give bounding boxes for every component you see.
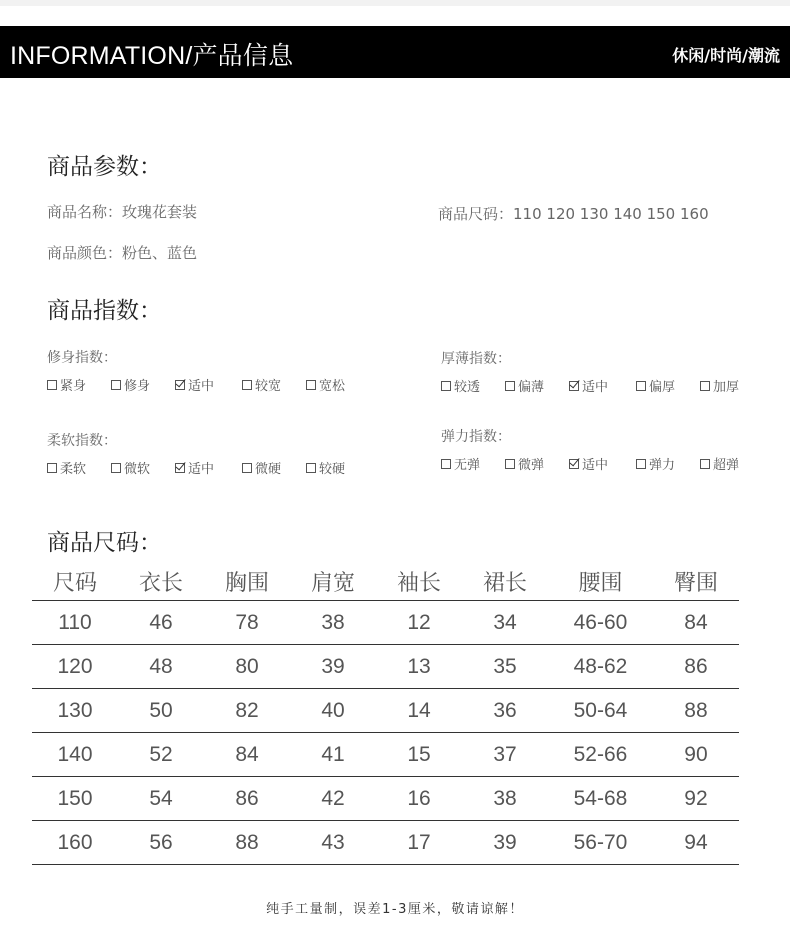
index-option-label: 无弹: [454, 458, 481, 473]
table-cell: 15: [376, 733, 462, 777]
checked-box-icon: [569, 381, 579, 391]
index-option: [700, 454, 739, 473]
checkbox-icon: [47, 463, 57, 473]
index-option-label: 适中: [188, 462, 215, 477]
index-option-label: 加厚: [713, 380, 740, 395]
index-option-label: 修身: [124, 379, 151, 394]
checkbox-icon: [505, 459, 515, 469]
info-tagline: 休闲/时尚/潮流: [672, 46, 780, 65]
table-cell: 56: [118, 821, 204, 865]
index-option: [306, 458, 345, 477]
checkbox-icon: [441, 381, 451, 391]
table-cell: 38: [290, 601, 376, 645]
table-cell: 84: [653, 601, 739, 645]
table-cell: 88: [204, 821, 290, 865]
table-cell: 13: [376, 645, 462, 689]
size-table-header-row: [32, 562, 739, 601]
checkbox-icon: [700, 459, 710, 469]
fit-index-label: 修身指数：: [47, 350, 117, 366]
table-row: [32, 689, 739, 733]
index-option: [306, 375, 345, 394]
info-header-bar: [0, 26, 790, 78]
table-cell: 54-68: [548, 777, 653, 821]
table-cell: 110: [32, 601, 118, 645]
index-option: [505, 454, 544, 473]
elasticity-index-label: 弹力指数：: [441, 429, 511, 445]
checkbox-icon: [636, 381, 646, 391]
checked-box-icon: [175, 380, 185, 390]
index-option: [111, 375, 150, 394]
index-option: [47, 375, 86, 394]
index-option: [242, 375, 281, 394]
index-option: [441, 376, 480, 395]
index-option-label: 适中: [582, 458, 609, 473]
table-cell: 36: [462, 689, 548, 733]
index-option-label: 宽松: [319, 379, 346, 394]
table-cell: 90: [653, 733, 739, 777]
checkbox-icon: [47, 380, 57, 390]
index-option-label: 偏厚: [649, 380, 676, 395]
params-heading: 商品参数：: [47, 154, 162, 180]
product-sizes: 商品尺码：110 120 130 140 150 160: [438, 205, 709, 223]
table-cell: 12: [376, 601, 462, 645]
product-name: 商品名称：玫瑰花套装: [47, 203, 198, 221]
checkbox-icon: [505, 381, 515, 391]
index-option-label: 弹力: [649, 458, 676, 473]
table-cell: 160: [32, 821, 118, 865]
table-cell: 50: [118, 689, 204, 733]
checkbox-icon: [242, 380, 252, 390]
table-cell: 88: [653, 689, 739, 733]
table-cell: 82: [204, 689, 290, 733]
index-option: [441, 454, 480, 473]
index-option-label: 紧身: [60, 379, 87, 394]
index-option: [636, 454, 675, 473]
checkbox-icon: [700, 381, 710, 391]
table-row: [32, 733, 739, 777]
table-cell: 38: [462, 777, 548, 821]
size-table-header-cell: 衣长: [118, 562, 204, 601]
table-cell: 40: [290, 689, 376, 733]
size-table-header-cell: 尺码: [32, 562, 118, 601]
table-row: [32, 601, 739, 645]
checkbox-icon: [306, 463, 316, 473]
table-row: [32, 777, 739, 821]
softness-index-label: 柔软指数：: [47, 433, 117, 449]
index-option-label: 较宽: [255, 379, 282, 394]
table-cell: 52-66: [548, 733, 653, 777]
table-cell: 46: [118, 601, 204, 645]
top-divider: [0, 0, 790, 6]
table-cell: 94: [653, 821, 739, 865]
table-cell: 41: [290, 733, 376, 777]
table-cell: 14: [376, 689, 462, 733]
index-option-label: 偏薄: [518, 380, 545, 395]
table-cell: 50-64: [548, 689, 653, 733]
table-cell: 54: [118, 777, 204, 821]
size-table-header-cell: 胸围: [204, 562, 290, 601]
index-option-label: 超弹: [713, 458, 740, 473]
checkbox-icon: [441, 459, 451, 469]
checkbox-icon: [306, 380, 316, 390]
table-cell: 130: [32, 689, 118, 733]
table-cell: 17: [376, 821, 462, 865]
table-cell: 84: [204, 733, 290, 777]
size-table: [32, 562, 739, 865]
table-cell: 35: [462, 645, 548, 689]
size-table-header-cell: 腰围: [548, 562, 653, 601]
table-cell: 48: [118, 645, 204, 689]
checkbox-icon: [111, 463, 121, 473]
index-option: [175, 458, 214, 477]
table-row: [32, 821, 739, 865]
table-cell: 80: [204, 645, 290, 689]
table-cell: 39: [290, 645, 376, 689]
size-table-heading: 商品尺码：: [47, 530, 162, 556]
table-cell: 46-60: [548, 601, 653, 645]
checkbox-icon: [636, 459, 646, 469]
measurement-note: 纯手工量制，误差1-3厘米，敬请谅解！: [266, 902, 524, 917]
index-option: [569, 376, 608, 395]
table-row: [32, 645, 739, 689]
index-option: [569, 454, 608, 473]
index-option-label: 微弹: [518, 458, 545, 473]
indexes-heading: 商品指数：: [47, 298, 162, 324]
index-option: [47, 458, 86, 477]
table-cell: 39: [462, 821, 548, 865]
table-cell: 78: [204, 601, 290, 645]
size-table-body: [32, 601, 739, 865]
table-cell: 92: [653, 777, 739, 821]
table-cell: 52: [118, 733, 204, 777]
index-option: [242, 458, 281, 477]
checked-box-icon: [569, 459, 579, 469]
size-table-header-cell: 肩宽: [290, 562, 376, 601]
index-option-label: 适中: [188, 379, 215, 394]
table-cell: 42: [290, 777, 376, 821]
table-cell: 86: [653, 645, 739, 689]
table-cell: 16: [376, 777, 462, 821]
table-cell: 37: [462, 733, 548, 777]
checkbox-icon: [242, 463, 252, 473]
info-title: INFORMATION/产品信息: [10, 42, 294, 70]
thickness-index-label: 厚薄指数：: [441, 351, 511, 367]
product-colors: 商品颜色：粉色、蓝色: [47, 244, 198, 262]
table-cell: 56-70: [548, 821, 653, 865]
index-option: [175, 375, 214, 394]
index-option: [636, 376, 675, 395]
table-cell: 43: [290, 821, 376, 865]
index-option-label: 较硬: [319, 462, 346, 477]
table-cell: 140: [32, 733, 118, 777]
checked-box-icon: [175, 463, 185, 473]
table-cell: 86: [204, 777, 290, 821]
index-option-label: 柔软: [60, 462, 87, 477]
index-option-label: 适中: [582, 380, 609, 395]
index-option: [111, 458, 150, 477]
size-table-header-cell: 裙长: [462, 562, 548, 601]
index-option-label: 微硬: [255, 462, 282, 477]
index-option-label: 微软: [124, 462, 151, 477]
table-cell: 150: [32, 777, 118, 821]
index-option-label: 较透: [454, 380, 481, 395]
index-option: [505, 376, 544, 395]
checkbox-icon: [111, 380, 121, 390]
table-cell: 48-62: [548, 645, 653, 689]
table-cell: 34: [462, 601, 548, 645]
size-table-header-cell: 臀围: [653, 562, 739, 601]
size-table-header-cell: 袖长: [376, 562, 462, 601]
table-cell: 120: [32, 645, 118, 689]
index-option: [700, 376, 739, 395]
